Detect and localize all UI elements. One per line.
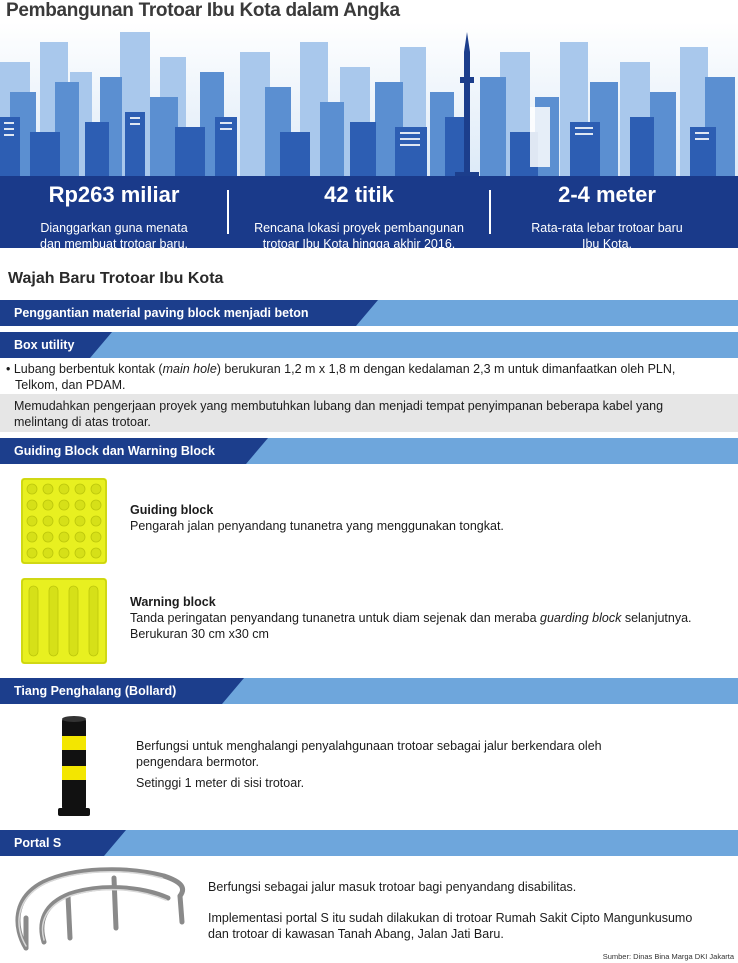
stats-bar — [0, 176, 738, 251]
stat-value: 2-4 meter — [558, 182, 656, 207]
stat-value: Rp263 miliar — [48, 182, 180, 207]
stat-description: Rata-rata lebar trotoar baru Ibu Kota. — [531, 221, 683, 251]
section-header-portal-s: Portal S — [0, 830, 738, 856]
source-credit: Sumber: Dinas Bina Marga DKI Jakarta — [602, 952, 734, 961]
stat-locations — [230, 182, 488, 252]
stat-budget — [0, 182, 228, 252]
box-utility-bullet: • Lubang berbentuk kontak (main hole) berukuran 1,2 m x 1,8 m dengan kedalaman 2,3 m untuk dimanfaatkan oleh PLN, Telkom, dan PDAM. — [6, 362, 676, 392]
section-header-bollard: Tiang Penghalang (Bollard) — [0, 678, 738, 704]
stat-divider — [227, 190, 229, 234]
guiding-block-text: Guiding block Pengarah jalan penyandang tunanetra yang menggunakan tongkat. — [130, 503, 504, 533]
stat-description: Rencana lokasi proyek pembangunan trotoar Ibu Kota hingga akhir 2016. — [254, 221, 464, 251]
section-header-box-utility: Box utility — [0, 332, 738, 358]
stat-divider — [489, 190, 491, 234]
portal-s-text: Berfungsi sebagai jalur masuk trotoar bagi penyandang disabilitas. Implementasi portal S itu sudah dilakukan di trotoar Rumah Sakit Cipto Mangunkusumo dan trotoar di kawasan Tanah Abang, Jalan Jati Baru. — [208, 880, 693, 941]
city-skyline-illustration — [0, 22, 738, 182]
guiding-block-dots-icon — [21, 478, 107, 564]
bollard-text: Berfungsi untuk menghalangi penyalahgunaan trotoar sebagai jalur berkendara oleh pengendara bermotor. Setinggi 1 meter di sisi trotoar. — [136, 739, 602, 790]
stat-description: Dianggarkan guna menata dan membuat trotoar baru. — [40, 221, 188, 251]
warning-block-bars-icon — [21, 578, 107, 664]
stat-width — [492, 182, 722, 252]
section-header-material: Penggantian material paving block menjadi beton — [0, 300, 738, 326]
stat-value: 42 titik — [324, 182, 394, 207]
section-subtitle: Wajah Baru Trotoar Ibu Kota — [8, 270, 224, 287]
page-title: Pembangunan Trotoar Ibu Kota dalam Angka — [6, 0, 400, 21]
box-utility-note: Memudahkan pengerjaan proyek yang membutuhkan lubang dan menjadi tempat penyimpanan beberapa kabel yang melintang di atas trotoar. — [14, 399, 664, 429]
portal-s-icon — [4, 858, 196, 954]
bollard-icon — [56, 714, 92, 818]
warning-block-text: Warning block Tanda peringatan penyandang tunanetra untuk diam sejenak dan meraba guarding block selanjutnya. Berukuran 30 cm x30 cm — [130, 595, 692, 641]
section-header-guiding-block: Guiding Block dan Warning Block — [0, 438, 738, 464]
